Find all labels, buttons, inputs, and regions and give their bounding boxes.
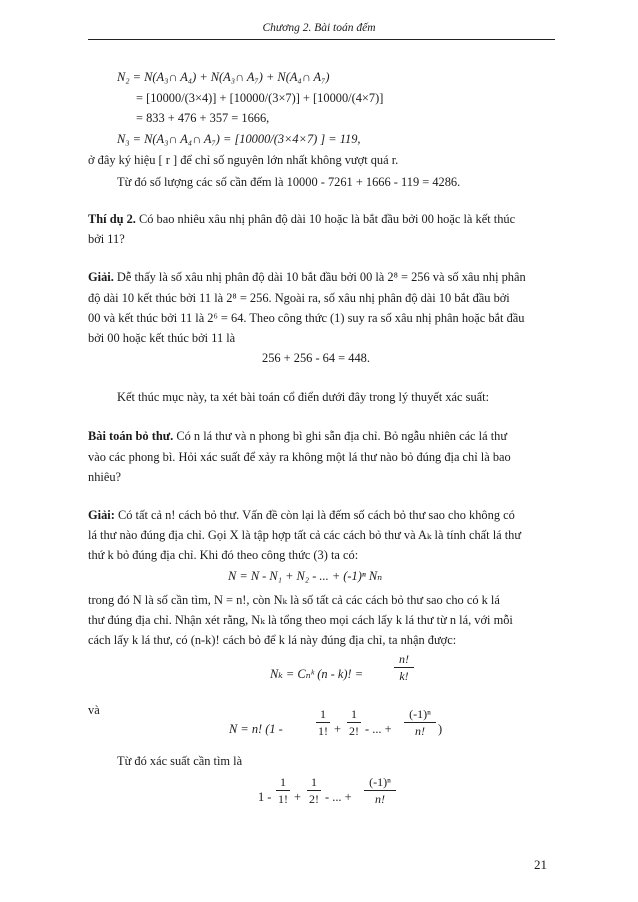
paragraph-line: thư đúng địa chỉ. Nhận xét rằng, Nₖ là tổng theo mọi cách lấy k lá thư từ n lá, với mỗi [88,613,513,627]
denominator: 2! [309,792,319,806]
header-rule [88,39,555,40]
paragraph-line: độ dài 10 kết thúc bởi 11 là 2⁸ = 256. Ngoài ra, số xâu nhị phân độ dài 10 bắt đầu bởi [88,291,510,305]
solution-label: Giải. [88,270,114,284]
problem-label: Bài toán bỏ thư. [88,429,174,443]
operator: - ... + [365,722,392,736]
numerator: (-1)ⁿ [369,775,391,789]
closing-paren: ) [438,722,443,736]
fraction-bar [276,790,290,791]
numerator: n! [399,652,409,666]
numerator: 1 [320,707,326,721]
paragraph-line: trong đó N là số cần tìm, N = n!, còn Nₖ là số tất cả các cách bỏ thư sao cho có k lá [88,593,500,607]
numerator: 1 [280,775,286,789]
paragraph-line: lá thư nào đúng địa chỉ. Gọi X là tập hợp tất cả các cách bỏ thư và Aₖ là tính chất lá thư [88,528,522,542]
denominator: n! [375,792,385,806]
fraction-signed-over-n [364,775,396,806]
probability-lhs: 1 - [258,790,272,804]
paragraph-line: cách lấy k lá thư, có (n-k)! cách bỏ để k lá này đúng địa chỉ, ta nhận được: [88,633,457,647]
equation-n3: N₃ = N(A₃∩ A₄∩ A₇) = [10000/(3×4×7) ] = 119, [117,132,361,146]
fraction-bar [347,722,361,723]
fraction-1-over-2 [307,775,321,806]
solution2-label: Giải: [88,508,115,522]
example-label: Thí dụ 2. [88,212,136,226]
paragraph-line: thứ k bỏ đúng địa chỉ. Khi đó theo công thức (3) ta có: [88,548,359,562]
example-heading [88,211,515,227]
result-line: 256 + 256 - 64 = 448. [262,351,370,365]
solution-text: Dễ thấy là số xâu nhị phân độ dài 10 bắt đầu bởi 00 là 2⁸ = 256 và số xâu nhị phân [113,270,526,284]
fraction-n-over-k [394,652,414,683]
fraction-bar [307,790,321,791]
solution-line [88,269,526,285]
fraction-bar [404,722,436,723]
fraction-bar [394,667,414,668]
equation-nbar: N = N - N₁ + N₂ - ... + (-1)ⁿ Nₙ [228,569,383,583]
paragraph-line: Từ đó xác suất cần tìm là [117,754,243,768]
operator: + [334,722,341,736]
paragraph-line: vào các phong bì. Hỏi xác suất để xảy ra không một lá thư nào bỏ đúng địa chỉ là bao [88,450,511,464]
denominator: 2! [349,724,359,738]
equation-line: = 833 + 476 + 357 = 1666, [136,111,270,125]
page-number: 21 [534,857,547,872]
example-text: Có bao nhiêu xâu nhị phân độ dài 10 hoặc là bắt đầu bởi 00 hoặc là kết thúc [135,212,516,226]
paragraph-line: Kết thúc mục này, ta xét bài toán cổ điển dưới đây trong lý thuyết xác suất: [117,390,490,404]
problem-line [88,428,507,444]
paragraph-line: ở đây ký hiệu [ r ] để chỉ số nguyên lớn nhất không vượt quá r. [88,153,399,167]
fraction-bar [316,722,330,723]
problem-text: Có n lá thư và n phong bì ghi sẵn địa chỉ. Bỏ ngẫu nhiên các lá thư [173,429,508,443]
solution2-line [88,507,515,523]
denominator: k! [399,669,409,683]
denominator: 1! [278,792,288,806]
equation-n2: N₂ = N(A₃∩ A₄) + N(A₃∩ A₇) + N(A₄∩ A₇) [117,70,330,84]
paragraph-line: nhiêu? [88,470,122,484]
fraction-bar [364,790,396,791]
paragraph-line: và [88,703,100,717]
denominator: n! [415,724,425,738]
fraction-1-over-2 [347,707,361,738]
paragraph-line: bởi 00 hoặc kết thúc bởi 11 là [88,331,236,345]
solution2-text: Có tất cả n! cách bỏ thư. Vấn đề còn lại là đếm số cách bỏ thư sao cho không có [114,508,515,522]
running-header: Chương 2. Bài toán đếm [262,22,376,34]
fraction-signed-over-n [404,707,436,738]
equation-nbar-lhs: N = n! (1 - [229,722,283,736]
denominator: 1! [318,724,328,738]
numerator: 1 [311,775,317,789]
numerator: (-1)ⁿ [409,707,431,721]
paragraph-line: Từ đó số lượng các số cần đếm là 10000 - 7261 + 1666 - 119 = 4286. [117,175,461,189]
operator: - ... + [325,790,352,804]
equation-line: = [10000/(3×4)] + [10000/(3×7)] + [10000/(4×7)] [136,91,384,105]
numerator: 1 [351,707,357,721]
operator: + [294,790,301,804]
fraction-1-over-1 [276,775,290,806]
paragraph-line: 00 và kết thúc bởi 11 là 2⁶ = 64. Theo công thức (1) suy ra số xâu nhị phân hoặc bắt đầu [88,311,525,325]
paragraph-line: bởi 11? [88,232,125,246]
equation-nk: Nₖ = Cₙᵏ (n - k)! = [270,667,364,681]
fraction-1-over-1 [316,707,330,738]
